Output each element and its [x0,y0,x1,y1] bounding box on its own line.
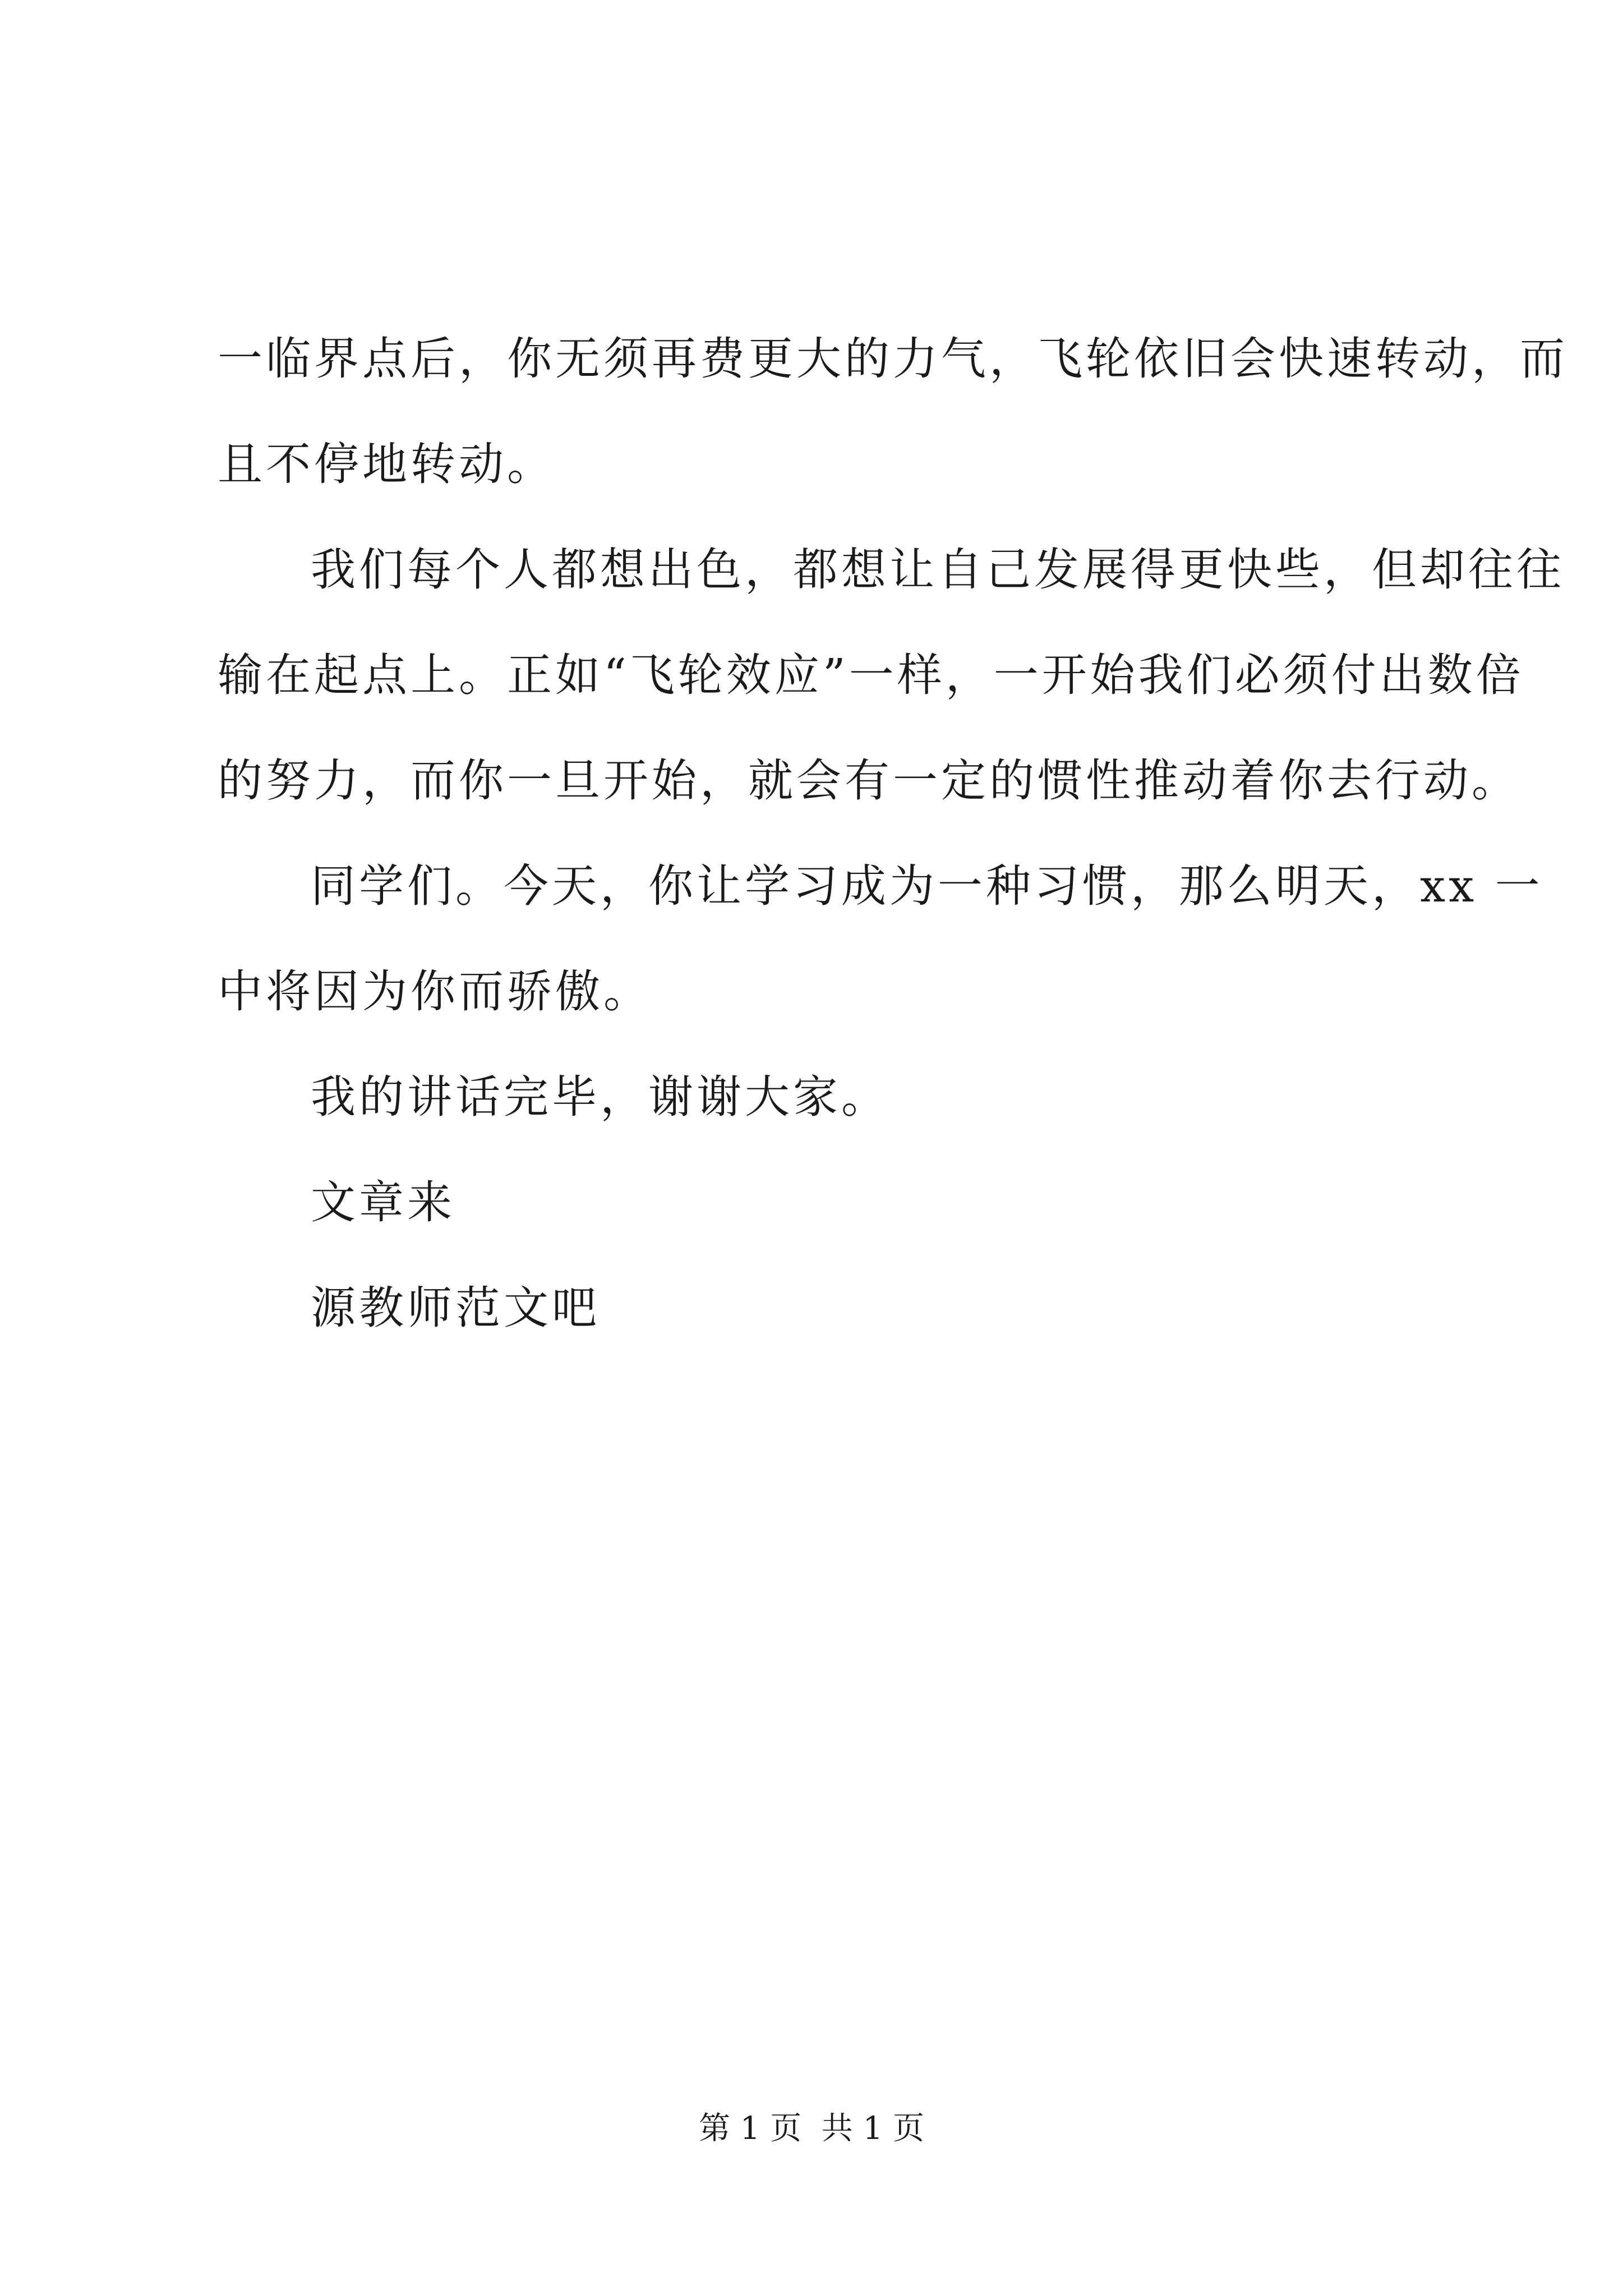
paragraph-line: 源教师范文吧 [311,1282,600,1334]
paragraph-line: 我的讲话完毕，谢谢大家。 [311,1071,889,1123]
paragraph-line: 且不停地转动。 [218,438,555,490]
paragraph-line: 中将因为你而骄傲。 [218,965,652,1018]
page-number-footer: 第 1 页 共 1 页 [698,2110,925,2147]
paragraph-line: 我们每个人都想出色，都想让自己发展得更快些，但却往往 [311,544,1565,596]
paragraph-line: 同学们。今天，你让学习成为一种习惯，那么明天，xx 一 [311,860,1543,912]
paragraph-line: 文章来 [311,1176,455,1228]
paragraph-line: 一临界点后，你无须再费更大的力气，飞轮依旧会快速转动，而 [218,333,1568,385]
paragraph-line: 的努力，而你一旦开始，就会有一定的惯性推动着你去行动。 [218,754,1520,807]
document-body [218,306,1568,1361]
paragraph-line: 输在起点上。正如“飞轮效应”一样，一开始我们必须付出数倍 [218,649,1524,701]
